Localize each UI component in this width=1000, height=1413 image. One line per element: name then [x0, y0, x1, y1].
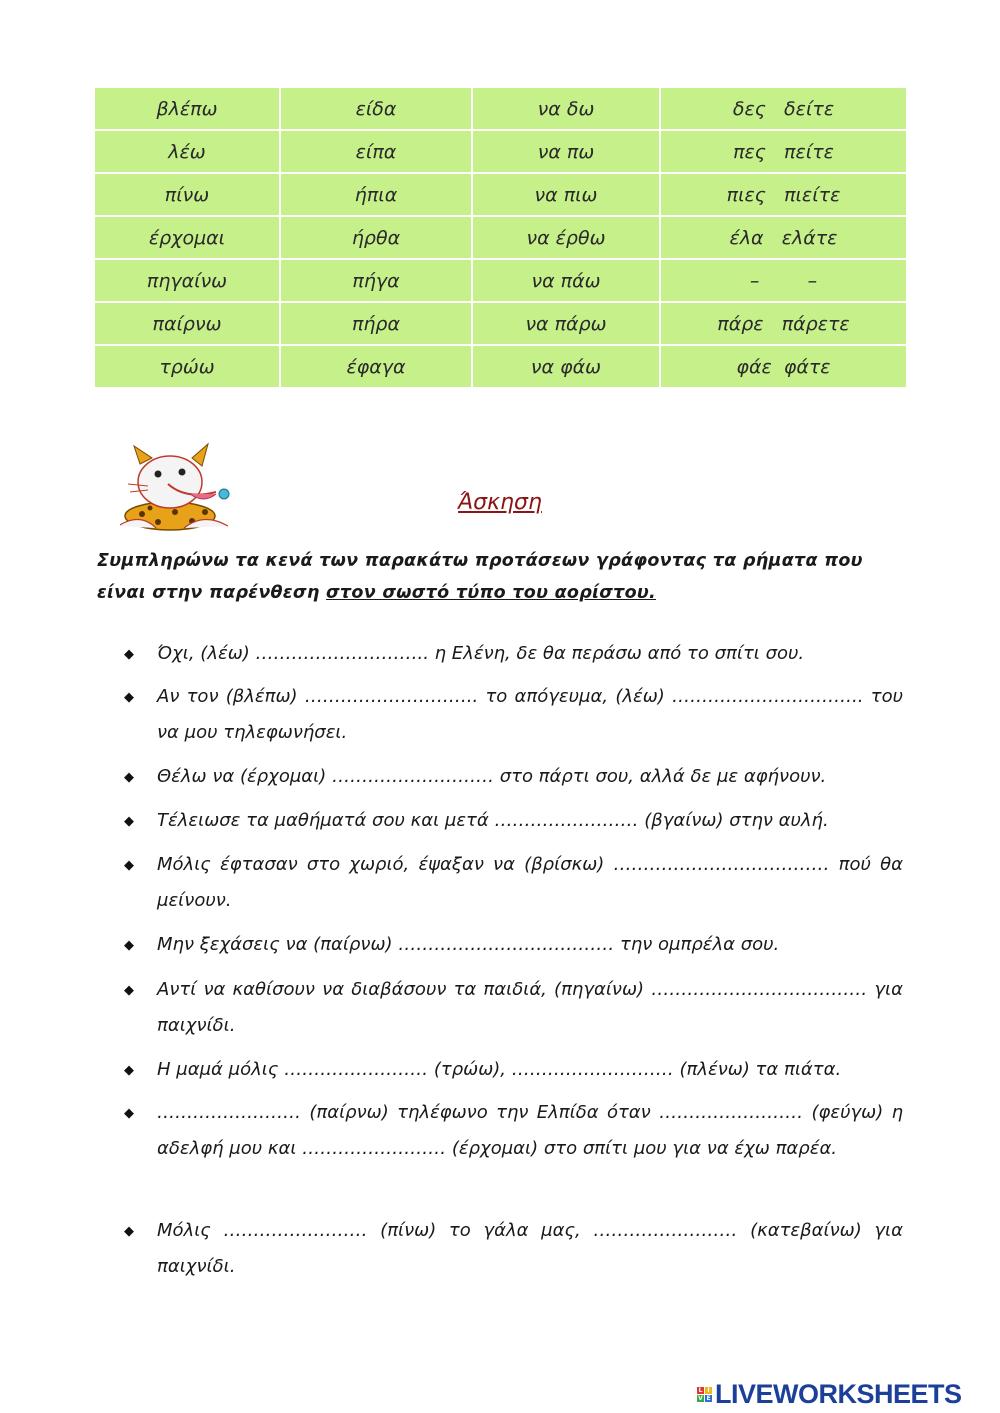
subjunctive-cell: να πω [472, 130, 660, 173]
list-item: Όχι, (λέω) ……………………….. η Ελένη, δε θα περάσω από το σπίτι σου. [157, 643, 805, 664]
logo-mark-letter: V [698, 1394, 703, 1402]
aorist-cell: ήρθα [280, 216, 472, 259]
table-row [95, 130, 906, 173]
imperative-cell: φάε φάτε [660, 345, 906, 388]
subjunctive-cell: να πάρω [472, 302, 660, 345]
subjunctive-cell: να έρθω [472, 216, 660, 259]
instructions-underlined-text: στον σωστό τύπο του αορίστου. [325, 583, 656, 603]
aorist-cell: πήγα [280, 259, 472, 302]
present-cell: πίνω [95, 173, 280, 216]
logo-mark-letter: E [706, 1394, 711, 1402]
diamond-bullet-icon: ◆ [124, 983, 134, 998]
subjunctive-cell: να φάω [472, 345, 660, 388]
table-row [95, 302, 906, 345]
imperative-cell: δες δείτε [660, 88, 906, 130]
diamond-bullet-icon: ◆ [124, 858, 134, 873]
liveworksheets-logo [697, 1378, 962, 1410]
diamond-bullet-icon: ◆ [124, 690, 134, 705]
diamond-bullet-icon: ◆ [124, 1106, 134, 1121]
imperative-cell: πιες πιείτε [660, 173, 906, 216]
diamond-bullet-icon: ◆ [124, 1063, 134, 1078]
logo-mark-icon [697, 1387, 712, 1402]
table-row [95, 88, 906, 130]
logo-mark-letter: I [705, 1387, 712, 1394]
diamond-bullet-icon: ◆ [124, 938, 134, 953]
instructions-text: Συμπληρώνω τα κενά των παρακάτω προτάσεων γράφοντας τα ρήματα που είναι στην παρένθεση [97, 551, 863, 603]
subjunctive-cell: να πάω [472, 259, 660, 302]
logo-mark-letter: L [698, 1386, 703, 1394]
aorist-cell: πήρα [280, 302, 472, 345]
exercise-title: Άσκηση [458, 490, 542, 515]
diamond-bullet-icon: ◆ [124, 1224, 134, 1239]
list-item: Μην ξεχάσεις να (παίρνω) ……………………………… την ομπρέλα σου. [157, 934, 780, 955]
logo-text: LIVEWORKSHEETS [715, 1378, 962, 1409]
table-row [95, 259, 906, 302]
list-item: Η μαμά μόλις …………………… (τρώω), ……………………… (πλένω) τα πιάτα. [157, 1059, 842, 1080]
list-item: Τέλειωσε τα μαθήματά σου και μετά …………………… (βγαίνω) στην αυλή. [157, 810, 829, 831]
present-cell: λέω [95, 130, 280, 173]
list-item: …………………… (παίρνω) τηλέφωνο την Ελπίδα όταν …………………… (φεύγω) η αδελφή μου και …………………… (έρχομαι) στο σπίτι μου για να έχω παρέα. [157, 1102, 903, 1159]
present-cell: πηγαίνω [95, 259, 280, 302]
exercise-instructions [97, 545, 903, 609]
table-row [95, 345, 906, 388]
diamond-bullet-icon: ◆ [124, 814, 134, 829]
list-item: Θέλω να (έρχομαι) ……………………… στο πάρτι σου, αλλά δε με αφήνουν. [157, 766, 827, 787]
imperative-cell: πάρε πάρετε [660, 302, 906, 345]
list-item: Αντί να καθίσουν να διαβάσουν τα παιδιά, (πηγαίνω) ……………………………… για παιχνίδι. [157, 979, 903, 1036]
aorist-cell: ήπια [280, 173, 472, 216]
list-item: Μόλις έφτασαν στο χωριό, έψαξαν να (βρίσκω) ……………………………… πού θα μείνουν. [157, 854, 903, 911]
present-cell: τρώω [95, 345, 280, 388]
table-row [95, 216, 906, 259]
present-cell: βλέπω [95, 88, 280, 130]
aorist-cell: είπα [280, 130, 472, 173]
diamond-bullet-icon: ◆ [124, 770, 134, 785]
present-cell: έρχομαι [95, 216, 280, 259]
subjunctive-cell: να δω [472, 88, 660, 130]
aorist-cell: είδα [280, 88, 472, 130]
imperative-cell: – – [660, 259, 906, 302]
imperative-cell: πες πείτε [660, 130, 906, 173]
diamond-bullet-icon: ◆ [124, 647, 134, 662]
subjunctive-cell: να πιω [472, 173, 660, 216]
aorist-cell: έφαγα [280, 345, 472, 388]
cheetah-cartoon-icon [120, 442, 238, 532]
present-cell: παίρνω [95, 302, 280, 345]
verb-forms-table [95, 88, 906, 389]
imperative-cell: έλα ελάτε [660, 216, 906, 259]
list-item: Αν τον (βλέπω) ……………………….. το απόγευμα, (λέω) ………………………….. του να μου τηλεφωνήσει. [157, 686, 903, 743]
list-item: Μόλις …………………… (πίνω) το γάλα μας, …………………… (κατεβαίνω) για παιχνίδι. [157, 1220, 903, 1277]
table-row [95, 173, 906, 216]
